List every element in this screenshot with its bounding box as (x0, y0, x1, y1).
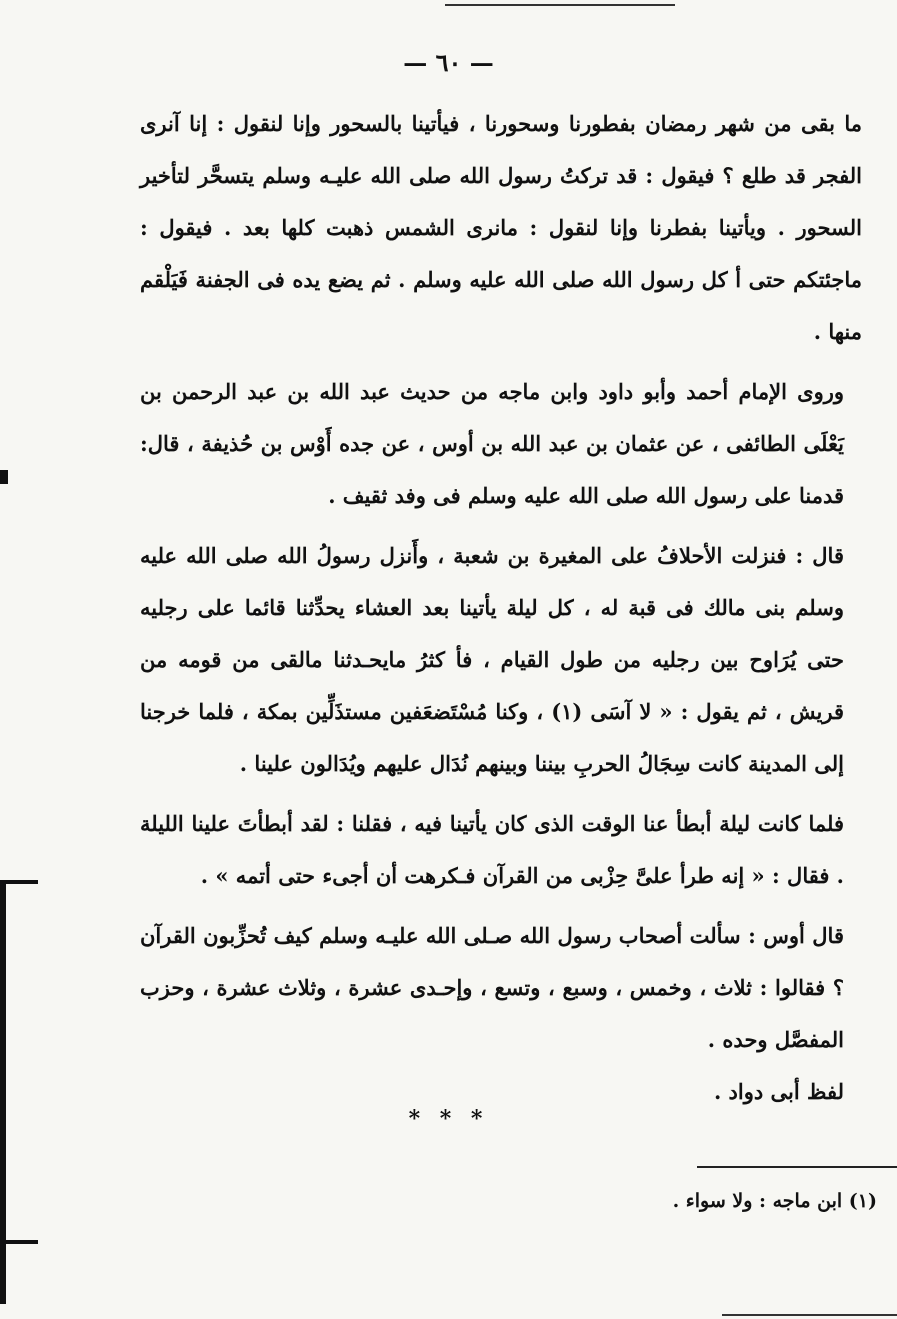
footnote: (١) ابن ماجه : ولا سواء . (672, 1190, 877, 1212)
scan-edge-mark (0, 1240, 38, 1244)
section-separator: * * * (408, 1106, 489, 1132)
scan-edge-mark (0, 470, 8, 484)
paragraph-5: قال أوس : سألت أصحاب رسول الله صـلى الله عليـه وسلم كيف تُحزِّبون القرآن ؟ فقالوا : ثلاث ، وخمس ، وسبع ، وتسع ، وإحـدى عشرة ، وثلاث عشرة ، وحزب المفصَّل وحده . (140, 923, 844, 1052)
paragraph-2: وروى الإمام أحمد وأبو داود وابن ماجه من حديث عبد الله بن عبد الرحمن بن يَعْلَى الطائفى ، عن عثمان بن عبد الله بن أوس ، عن جده أَوْس بن حُذيفة ، قال: قدمنا على رسول الله صلى الله عليه وسلم فى وفد ثقيف . (140, 379, 844, 508)
bottom-rule (722, 1314, 897, 1316)
footnote-rule (697, 1166, 897, 1168)
top-rule (445, 4, 675, 6)
page-number: — ٦٠ — (403, 48, 494, 77)
paragraph-6: لفظ أبى دواد . (713, 1079, 844, 1104)
paragraph-3: قال : فنزلت الأحلافُ على المغيرة بن شعبة ، وأَنزل رسولُ الله صلى الله عليه وسلم بنى مالك فى قبة له ، كل ليلة يأتينا بعد العشاء يحدِّثنا قائما على رجليه حتى يُرَاوح بين رجليه من طول القيام ، فأ كثرُ مايحـدثنا مالقى من قومه من قريش ، ثم يقول : « لا آسَى (١) ، وكنا مُسْتَضعَفين مستذَلِّين بمكة ، فلما خرجنا إلى المدينة كانت سِجَالُ الحربِ بيننا وبينهم نُدَال عليهم ويُدَالون علينا . (140, 543, 844, 776)
paragraph-1: ما بقى من شهر رمضان بفطورنا وسحورنا ، فيأتينا بالسحور وإنا لنقول : إنا آنرى الفجر قد طلع ؟ فيقول : قد تركتُ رسول الله صلى الله عليـه وسلم يتسحَّر لتأخير السحور . ويأتينا بفطرنا وإنا لنقول : مانرى الشمس ذهبت كلها بعد . فيقول : ماجئتكم حتى أ كل رسول الله صلى الله عليه وسلم . ثم يضع يده فى الجفنة فَيَلْقم منها . (140, 111, 862, 344)
body-text (140, 98, 862, 1118)
paragraph-4: فلما كانت ليلة أبطأ عنا الوقت الذى كان يأتينا فيه ، فقلنا : لقد أبطأتَ علينا الليلة . فقال : « إنه طرأ علىَّ حِزْبى من القرآن فـكرهت أن أجىء حتى أتمه » . (140, 811, 844, 888)
